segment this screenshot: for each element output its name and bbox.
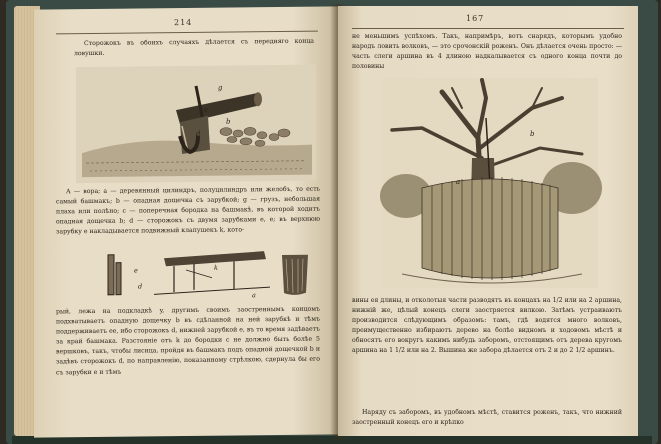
trap-illustration [76,65,316,184]
tree-fence-illustration [382,78,598,288]
right-footer-text: Наряду съ заборомъ, въ удобномъ мѣстѣ, ставится роженъ, такъ, что нижний заостренный конецъ его и крѣпко [352,409,622,427]
parts-label-d: d [138,282,143,291]
trap-label-e: e [204,105,209,114]
right-page [338,6,638,436]
trap-part-frame [154,251,270,294]
left-page [34,6,338,437]
tree-fence [422,177,558,280]
parts-label-a: a [252,291,256,300]
tree-label-a: a [456,178,461,186]
right-page-number: 167 [466,14,485,23]
left-page-number: 214 [174,17,193,28]
parts-label-k: k [214,263,218,272]
left-caption-top: Сторожокъ въ обоихъ случаяхъ дѣлается съ передняго конца ловушки. [74,37,314,58]
left-body-text: рый, лежа на подкладкѣ y, другимъ своимъ заостреннымъ концомъ подхватываетъ опадную дощечку b въ сдѣланной на ней зарубкѣ и тѣмъ поддерживаетъ ее, ибо сторожокъ d, нижней зарубкой e, въ то время задѣваетъ за край башмака. Разстояніе отъ k до бородки c не должно быть болѣе 5 вершковъ, такъ, чтобы лисица, пройдя въ башмакъ подъ опадной дощечкой b и задѣвъ сторожокъ d, по направленію, показанному стрѣлкою, сдернула бы его съ зарубки e и тѣмъ [56,305,320,376]
trap-label-b: b [226,117,231,126]
right-top-text: не меньшимъ успѣхомъ. Такъ, напримѣръ, вотъ снарядъ, которымъ удобно народъ ловить волковъ, — это срочонскій роженъ. Онъ дѣлается очень просто: — часть слеги аршина въ 4 длиною надкалывается съ одного конца почти до половины [352,33,622,71]
trap-part-shoe [282,255,308,295]
right-header-rule [352,28,624,29]
trap-parts-drawing [94,247,314,303]
left-header-rule [56,31,318,35]
right-body-text: вины ея длины, и отколотыя части разводятъ въ концахъ на 1/2 или на 2 аршина, нижній же, цѣлый конецъ слеги заостряется вилкою. Затѣмъ устраиваютъ производится слѣдующимъ образомъ: тамъ, гдѣ водятся много волковъ, преимущественно избираютъ дерево на болѣе видномъ и ходовомъ мѣстѣ и обносятъ его вокругъ какимъ нибудь заборомъ, отстоящимъ отъ дерева кругомъ аршина на 1 1/2 или на 2. Вышина же забора дѣлается отъ 2 и до 2 1/2 аршинъ. [352,297,622,355]
trap-illustration-drawing [76,65,316,184]
parts-label-e: e [134,266,138,275]
trap-stones [220,127,290,147]
tree-label-b: b [530,130,535,138]
tree-fence-drawing [382,78,598,288]
trap-log [176,92,262,124]
trap-parts-illustration [94,247,314,303]
trap-label-d: d [196,129,201,138]
trap-part-stake [108,255,121,295]
trap-label-g: g [218,83,223,92]
left-legend: А — вора; а — деревянный цилиндръ, полуцилиндръ или желобъ, то есть самый башмакъ; b — опадная дощечка съ зарубкой; g — грузъ, небольшая плаха или полѣно; c — поперечная бородка на башмакѣ, въ которой ходитъ опадная дощечка b; d — сторожокъ съ двумя зарубками e, e; въ верхнюю зарубку e накладывается подвижный клапушекъ k, кото- [56,185,320,236]
